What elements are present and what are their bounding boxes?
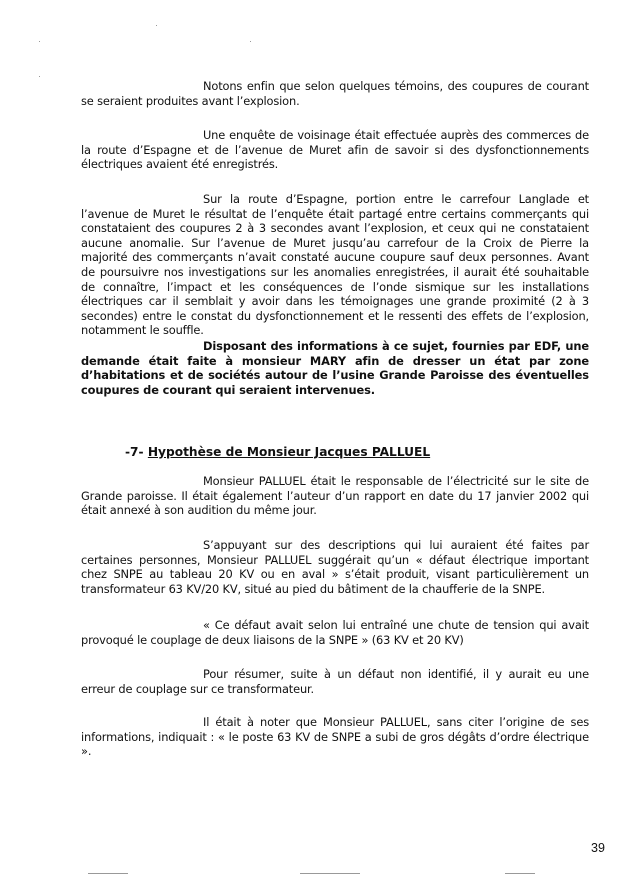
- scan-speck: [39, 41, 40, 42]
- paragraph-neighborhood-inquiry: Une enquête de voisinage était effectuée auprès des commerces de la route d’Espagne et de l’avenue de Muret afin de savoir si des dysfonctionnements électriques avaient été enregistrés.: [81, 128, 589, 172]
- section-number: -7-: [125, 445, 144, 459]
- scan-speck: [250, 41, 251, 42]
- scan-speck: [505, 873, 535, 874]
- scan-speck: [88, 873, 128, 874]
- section-title: Hypothèse de Monsieur Jacques PALLUEL: [147, 445, 431, 459]
- paragraph-palluel-role: Monsieur PALLUEL était le responsable de l’électricité sur le site de Grande paroisse. Il était également l’auteur d’un rapport en date du 17 janvier 2002 qui était annexé à son audition du même jour.: [81, 474, 589, 518]
- page-number: 39: [591, 841, 605, 855]
- paragraph-power-cuts-witnesses: Notons enfin que selon quelques témoins, des coupures de courant se seraient produites avant l’explosion.: [81, 79, 589, 108]
- paragraph-snpe-damage-quote: Il était à noter que Monsieur PALLUEL, sans citer l’origine de ses informations, indiquait : « le poste 63 KV de SNPE a subi de gros dégâts d’ordre électrique ».: [81, 715, 589, 759]
- scan-speck: [156, 25, 157, 26]
- paragraph-voltage-drop-quote: « Ce défaut avait selon lui entraîné une chute de tension qui avait provoqué le couplage de deux liaisons de la SNPE » (63 KV et 20 KV): [81, 618, 589, 647]
- paragraph-edf-request: Disposant des informations à ce sujet, fournies par EDF, une demande était faite à monsieur MARY afin de dresser un état par zone d’habitations et de sociétés autour de l’usine Grande Paroisse des éventuelles coupures de courant qui seraient intervenues.: [81, 339, 589, 397]
- paragraph-summary: Pour résumer, suite à un défaut non identifié, il y aurait eu une erreur de couplage sur ce transformateur.: [81, 667, 589, 696]
- paragraph-route-espagne-results: Sur la route d’Espagne, portion entre le carrefour Langlade et l’avenue de Muret le résultat de l’enquête était partagé entre certains commerçants qui constataient des coupures 2 à 3 secondes avant l’explosion, et ceux qui ne constataient aucune anomalie. Sur l’avenue de Muret jusqu’au carrefour de la Croix de Pierre la majorité des commerçants n’avait constaté aucune coupure sauf deux personnes. Avant de poursuivre nos investigations sur les anomalies enregistrées, il aurait été souhaitable de connaître, l’impact et les conséquences de l’onde sismique sur les installations électriques car il semblait y avoir dans les témoignages une grande proximité (2 à 3 secondes) entre le constat du dysfonctionnement et le ressenti des effets de l’explosion, notamment le souffle.: [81, 192, 589, 338]
- section-heading: [125, 445, 430, 459]
- paragraph-palluel-suggestion: S’appuyant sur des descriptions qui lui auraient été faites par certaines personnes, Monsieur PALLUEL suggérait qu’un « défaut électrique important chez SNPE au tableau 20 KV ou en aval » s’était produit, visant particulièrement un transformateur 63 KV/20 KV, situé au pied du bâtiment de la chaufferie de la SNPE.: [81, 538, 589, 596]
- scan-speck: [39, 76, 40, 77]
- scan-speck: [300, 873, 360, 874]
